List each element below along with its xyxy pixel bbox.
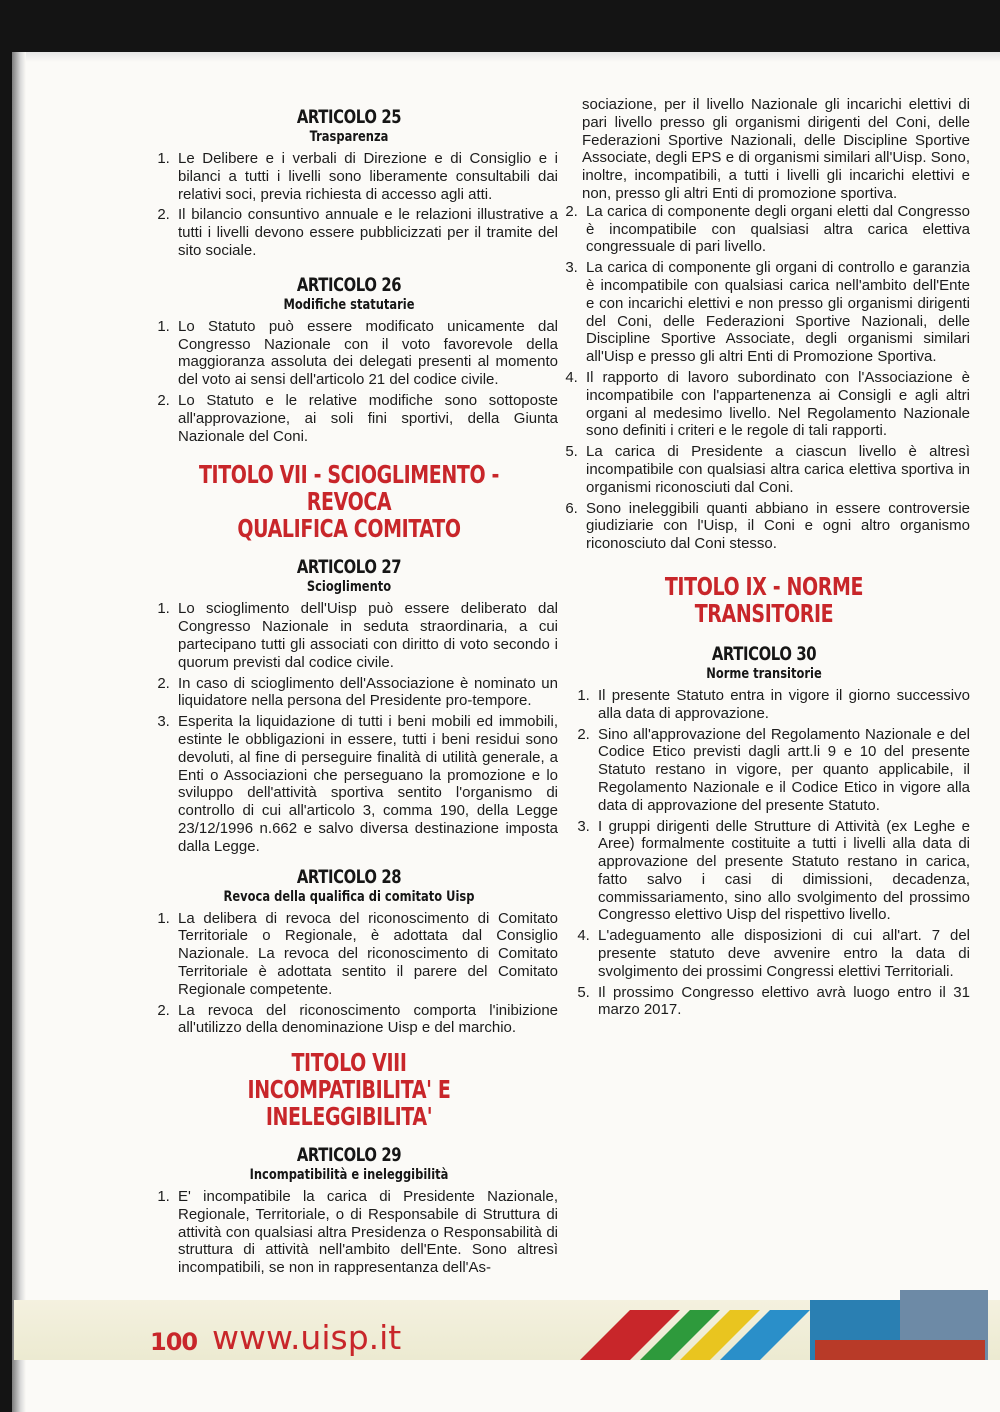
article-list [140,910,558,1038]
article-subtitle: Scioglimento [306,579,392,596]
article-list [140,150,558,260]
right-column [558,96,970,1022]
page-number: 100 [150,1328,198,1356]
section-heading: TITOLO IX - NORME TRANSITORIE [664,571,864,628]
list-item: 4. L'adeguamento alle disposizioni di cui all'art. 7 del presente statuto deve avvenire entro la data di svolgimento dei prossimi Congressi elettivi Territoriali. [594,927,970,980]
list-item: 5. Il prossimo Congresso elettivo avrà luogo entro il 31 marzo 2017. [594,984,970,1020]
continued-text: sociazione, per il livello Nazionale gli incarichi elettivi di pari livello presso gli organismi dirigenti del Coni, delle Federazioni Sportive Nazionali, delle Discipline Sportive Associate, degli EPS e di organismi similari all'Uisp. Sono, inoltre, incompatibili, a tutti i livelli gli incarichi elettivi e non, presso gli altri Enti di promozione sportiva. [582,96,970,202]
section-heading: TITOLO VIII [291,1048,407,1078]
section-heading: TITOLO VII - SCIOGLIMENTO - REVOCA [198,460,500,517]
section-heading: QUALIFICA COMITATO [237,514,461,544]
article-title: ARTICOLO 25 [296,106,402,128]
page-edge [26,52,1000,62]
article-title: ARTICOLO 28 [296,865,402,888]
list-item: 3. I gruppi dirigenti delle Strutture di Attività (ex Leghe e Aree) formalmente costituite a tutti i livelli alla data di approvazione del presente Statuto restano in carica, fatto salvo i casi di dimissioni, decadenza, commissariamento, sino allo svolgimento del prossimo Congresso elettivo Uisp del rispettivo livello. [594,818,970,925]
article-title: ARTICOLO 27 [296,556,402,579]
page [12,52,1000,1412]
list-item: 2. Il bilancio consuntivo annuale e le relazioni illustrative a tutti i livelli devono essere pubblicizzati per il tramite del sito sociale. [174,206,558,259]
article-28 [140,866,558,1038]
article-list [140,1188,558,1277]
article-subtitle: Norme transitorie [706,665,822,682]
list-item: 3. Esperita la liquidazione di tutti i beni mobili ed immobili, estinte le obbligazioni in essere, tutti i beni residui sono devoluti, al fine di perseguire finalità di utilità generale, a Enti o Associazioni che perseguano la promozione e lo sviluppo dell'attività sportiva sentito l'organismo di controllo di cui all'articolo 3, comma 190, della Legge 23/12/1996 n.662 e salvo diversa destinazione imposta dalla Legge. [174,713,558,855]
article-30 [558,643,970,1019]
article-29 [140,1144,558,1277]
article-25 [140,106,558,260]
list-item: 2. La revoca del riconoscimento comporta l'inibizione all'utilizzo della denominazione Uisp e del marchio. [174,1002,558,1038]
list-item: 1. E' incompatibile la carica di Presidente Nazionale, Regionale, Territoriale, o di Responsabile di Struttura di attività con qualsiasi altra Presidenza o Responsabilità di struttura di attività nell'ambito dell'Ente. Sono altresì incompatibili, se non in rappresentanza dell'As- [174,1188,558,1277]
list-item: 5. La carica di Presidente a ciascun livello è altresì incompatibile con qualsiasi altra carica elettiva sportiva in organismi riconosciuti dal Coni. [582,443,970,496]
article-26 [140,274,558,446]
article-subtitle: Trasparenza [309,129,389,145]
list-item: 1. La delibera di revoca del riconoscimento di Comitato Territoriale o Regionale, è adottata dal Consiglio Nazionale. La revoca del riconoscimento di Comitato Territoriale è adottata sentito il parere del Comitato Regionale competente. [174,910,558,999]
website-url: www.uisp.it [212,1318,402,1357]
titolo-viii [140,1049,558,1130]
titolo-vii [140,461,558,542]
list-item: 2. In caso di scioglimento dell'Associazione è nominato un liquidatore nella persona del Presidente pro-tempore. [174,675,558,711]
list-item: 4. Il rapporto di lavoro subordinato con l'Associazione è incompatibile con l'appartenenza ai Consigli e agli altri organi al medesimo livello. Nel Regolamento Nazionale sono definiti i criteri e le regole di tali rapporti. [582,369,970,440]
titolo-ix [558,573,970,627]
footer-graphic [560,1280,988,1360]
article-29-list [558,203,970,553]
list-item: 3. La carica di componente gli organi di controllo e garanzia è incompatibile con qualsiasi carica nell'ambito dell'Ente e con incarichi elettivi e non presso gli organismi dirigenti del Coni, delle Federazioni Sportive Nazionali, delle Discipline Sportive Associate, degli organismi similari all'Uisp e presso gli altri Enti di Promozione Sportiva. [582,259,970,366]
section-heading: INCOMPATIBILITA' E INELEGGIBILITA' [247,1075,451,1132]
article-subtitle: Modifiche statutarie [283,296,415,313]
article-title: ARTICOLO 29 [296,1144,402,1167]
list-item: 1. Lo Statuto può essere modificato unicamente dal Congresso Nazionale con il voto favorevole della maggioranza assoluta dei delegati presenti al momento del voto ai sensi dell'articolo 21 del codice civile. [174,318,558,389]
list-item: 6. Sono ineleggibili quanti abbiano in essere controversie giudiziarie con l'Uisp, il Coni e ogni altro organismo riconosciuto dal Coni stesso. [582,500,970,553]
article-list [558,687,970,1019]
list-item: 1. Le Delibere e i verbali di Direzione e di Consiglio e i bilanci a tutti i livelli sono liberamente consultabili dai relativi soci, previa richiesta di accesso agli atti. [174,150,558,203]
article-list [140,318,558,446]
list-item: 2. Sino all'approvazione del Regolamento Nazionale e del Codice Etico previsti dagli artt.li 9 e 10 del presente Statuto restano in vigore, per quanto applicabile, il Regolamento Nazionale e il Codice Etico in vigore alla data di approvazione del presente Statuto. [594,726,970,815]
left-column [140,106,558,1280]
article-subtitle: Incompatibilità e ineleggibilità [249,1167,449,1184]
article-title: ARTICOLO 30 [711,642,817,665]
list-item: 2. La carica di componente degli organi eletti dal Congresso è incompatibile con qualsiasi altra carica elettiva congressuale di pari livello. [582,203,970,256]
article-27 [140,556,558,855]
article-list [140,600,558,855]
list-item: 1. Il presente Statuto entra in vigore il giorno successivo alla data di approvazione. [594,687,970,723]
binding-shadow [12,52,26,1412]
list-item: 1. Lo scioglimento dell'Uisp può essere deliberato dal Congresso Nazionale in seduta straordinaria, a cui partecipano tutti gli associati con diritto di voto secondo i quorum previsti dal codice civile. [174,600,558,671]
list-item: 2. Lo Statuto e le relative modifiche sono sottoposte all'approvazione, ai soli fini sportivi, della Giunta Nazionale del Coni. [174,392,558,445]
article-title: ARTICOLO 26 [296,273,402,296]
article-subtitle: Revoca della qualifica di comitato Uisp [223,888,475,905]
photo-floor [815,1340,985,1360]
